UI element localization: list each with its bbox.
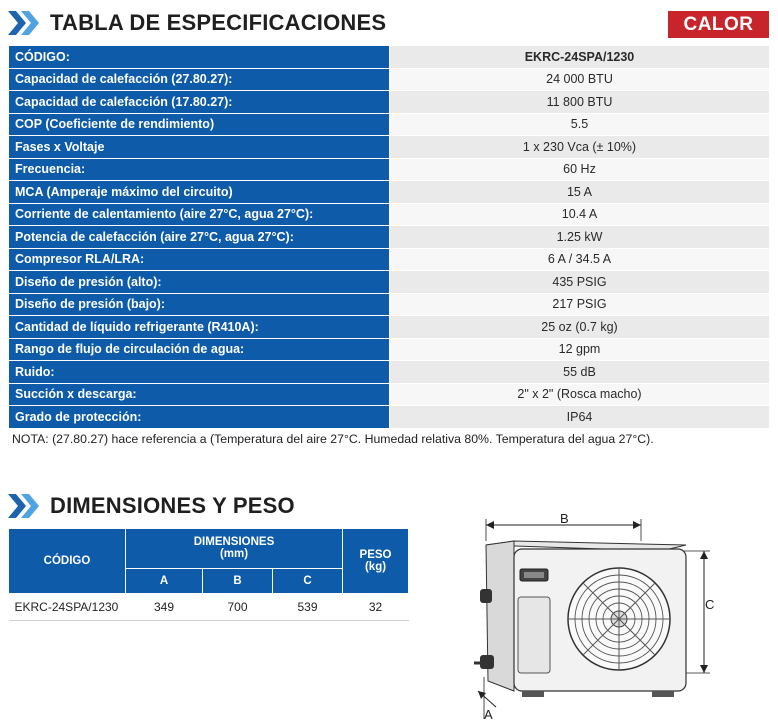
spec-label: Potencia de calefacción (aire 27°C, agua 27°C): [9,226,390,249]
spec-value: 15 A [390,181,770,204]
spec-value: 12 gpm [390,338,770,361]
spec-value: 217 PSIG [390,293,770,316]
specs-note: NOTA: (27.80.27) hace referencia a (Temperatura del aire 27°C. Humedad relativa 80%. Temperatura del agua 27°C). [12,432,654,446]
spec-label: Fases x Voltaje [9,136,390,159]
dimensions-header-line1: DIMENSIONES [193,536,275,549]
spec-label: Capacidad de calefacción (17.80.27): [9,91,390,114]
weight-header-line1: PESO [359,549,392,561]
table-row [9,594,409,621]
double-chevron-icon [8,11,42,35]
table-row [9,113,770,136]
spec-label: Capacidad de calefacción (27.80.27): [9,68,390,91]
table-row [9,406,770,429]
table-row [9,383,770,406]
spec-label: MCA (Amperaje máximo del circuito) [9,181,390,204]
spec-label: COP (Coeficiente de rendimiento) [9,113,390,136]
spec-value: IP64 [390,406,770,429]
weight-header-line2: (kg) [364,561,387,573]
dimensions-table [8,528,409,621]
dim-label-b: B [560,511,569,526]
dimensions-title-text: DIMENSIONES Y PESO [50,493,295,518]
spec-value: 1.25 kW [390,226,770,249]
spec-label: Grado de protección: [9,406,390,429]
table-row [9,361,770,384]
spec-value: EKRC-24SPA/1230 [390,46,770,69]
spec-value: 5.5 [390,113,770,136]
table-row [9,68,770,91]
heat-pump-drawing [456,505,726,725]
spec-value: 25 oz (0.7 kg) [390,316,770,339]
double-chevron-icon [8,494,42,518]
table-row [9,136,770,159]
table-row [9,226,770,249]
table-row [9,338,770,361]
spec-label: Succión x descarga: [9,383,390,406]
table-row [9,271,770,294]
table-row [9,316,770,339]
table-row [9,293,770,316]
cell-a: 349 [126,594,203,621]
cell-c: 539 [273,594,343,621]
spec-label: Diseño de presión (bajo): [9,293,390,316]
table-row [9,203,770,226]
col-header-weight [343,529,409,594]
spec-value: 1 x 230 Vca (± 10%) [390,136,770,159]
dimensions-section-title [8,493,295,519]
specs-table [8,45,770,429]
table-row [9,181,770,204]
mode-badge: CALOR [668,11,769,38]
spec-value: 55 dB [390,361,770,384]
spec-value: 2" x 2" (Rosca macho) [390,383,770,406]
spec-value: 24 000 BTU [390,68,770,91]
col-header-code: CÓDIGO [9,529,126,594]
spec-label: Corriente de calentamiento (aire 27°C, agua 27°C): [9,203,390,226]
dim-label-c: C [705,597,715,612]
cell-code: EKRC-24SPA/1230 [9,594,126,621]
table-header-row [9,46,770,69]
spec-value: 60 Hz [390,158,770,181]
table-row [9,248,770,271]
spec-label: Ruido: [9,361,390,384]
spec-value: 435 PSIG [390,271,770,294]
table-row [9,158,770,181]
cell-b: 700 [203,594,273,621]
col-header-c: C [273,568,343,593]
spec-label: CÓDIGO: [9,46,390,69]
cell-weight: 32 [343,594,409,621]
spec-label: Compresor RLA/LRA: [9,248,390,271]
spec-value: 10.4 A [390,203,770,226]
spec-label: Diseño de presión (alto): [9,271,390,294]
dimensions-header-line2: (mm) [219,548,249,561]
col-header-b: B [203,568,273,593]
col-header-dimensions [126,529,343,569]
specs-title-text: TABLA DE ESPECIFICACIONES [50,10,387,35]
table-row [9,91,770,114]
spec-label: Rango de flujo de circulación de agua: [9,338,390,361]
specs-section-title [8,10,386,36]
spec-label: Frecuencia: [9,158,390,181]
spec-value: 6 A / 34.5 A [390,248,770,271]
spec-value: 11 800 BTU [390,91,770,114]
spec-label: Cantidad de líquido refrigerante (R410A): [9,316,390,339]
dim-label-a: A [484,707,493,722]
col-header-a: A [126,568,203,593]
